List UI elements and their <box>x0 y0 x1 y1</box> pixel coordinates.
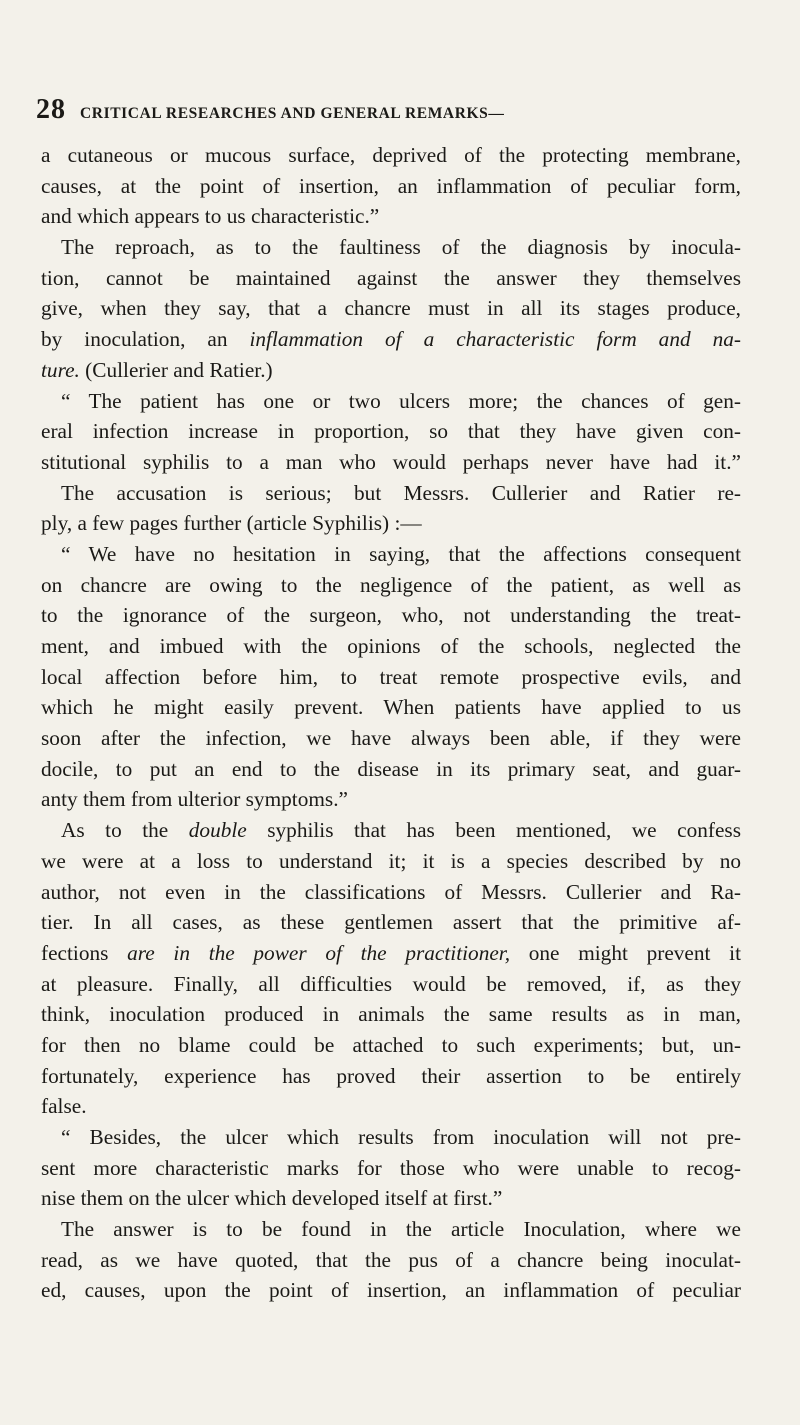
text-line: ment, and imbued with the opinions of the schools, neglected the <box>41 634 741 658</box>
text-line: The answer is to be found in the article Inoculation, where we <box>61 1217 741 1242</box>
text-line: give, when they say, that a chancre must in all its stages produce, <box>41 296 741 321</box>
running-head: CRITICAL RESEARCHES AND GENERAL REMARKS— <box>80 105 505 122</box>
text-line: anty them from ulterior symptoms.” <box>41 787 348 812</box>
text-line: “ The patient has one or two ulcers more; the chances of gen- <box>61 388 741 413</box>
text-line: author, not even in the classifications of Messrs. Cullerier and Ra- <box>41 879 741 904</box>
text-line: local affection before him, to treat remote prospective evils, and <box>41 664 741 689</box>
page-number: 28 <box>36 94 66 125</box>
text-line: read, as we have quoted, that the pus of a chancre being inoculat- <box>41 1247 741 1272</box>
text-line: ed, causes, upon the point of insertion, an inflammation of peculiar <box>41 1278 741 1303</box>
text-line: fections are in the power of the practitioner, one might prevent it <box>41 940 741 965</box>
text-line: eral infection increase in proportion, so that they have given con- <box>41 419 741 444</box>
text-line: sent more characteristic marks for those who were unable to recog- <box>41 1155 741 1180</box>
text-line: which he might easily prevent. When patients have applied to us <box>41 695 741 720</box>
text-line: false. <box>41 1094 87 1119</box>
text-line: docile, to put an end to the disease in its primary seat, and guar- <box>41 756 741 781</box>
text-line: The accusation is serious; but Messrs. Cullerier and Ratier re- <box>61 480 741 505</box>
text-line: ply, a few pages further (article Syphilis) :— <box>41 511 422 536</box>
text-line: stitutional syphilis to a man who would perhaps never have had it.” <box>41 449 741 474</box>
text-line: think, inoculation produced in animals the same results as in man, <box>41 1002 741 1027</box>
text-line: for then no blame could be attached to such experiments; but, un- <box>41 1032 741 1057</box>
text-line: and which appears to us characteristic.” <box>41 204 380 229</box>
text-line: fortunately, experience has proved their assertion to be entirely <box>41 1063 741 1088</box>
text-line: As to the double syphilis that has been mentioned, we confess <box>61 818 741 843</box>
text-line: we were at a loss to understand it; it is a species described by no <box>41 848 741 873</box>
text-line: by inoculation, an inflammation of a characteristic form and na- <box>41 327 741 352</box>
page-header <box>36 94 736 126</box>
text-line: soon after the infection, we have always been able, if they were <box>41 726 741 751</box>
text-line: ture. (Cullerier and Ratier.) <box>41 357 273 382</box>
text-line: tion, cannot be maintained against the answer they themselves <box>41 265 741 290</box>
text-line: “ Besides, the ulcer which results from inoculation will not pre- <box>61 1125 741 1149</box>
body-text <box>41 140 741 1306</box>
text-line: on chancre are owing to the negligence of the patient, as well as <box>41 572 741 597</box>
text-line: tier. In all cases, as these gentlemen assert that the primitive af- <box>41 910 741 935</box>
text-line: nise them on the ulcer which developed itself at first.” <box>41 1186 503 1211</box>
text-line: a cutaneous or mucous surface, deprived of the protecting membrane, <box>41 143 741 167</box>
text-line: to the ignorance of the surgeon, who, not understanding the treat- <box>41 603 741 628</box>
text-line: The reproach, as to the faultiness of the diagnosis by inocula- <box>61 235 741 260</box>
text-line: “ We have no hesitation in saying, that the affections consequent <box>61 541 741 566</box>
text-line: causes, at the point of insertion, an inflammation of peculiar form, <box>41 173 741 198</box>
text-line: at pleasure. Finally, all difficulties would be removed, if, as they <box>41 971 741 996</box>
